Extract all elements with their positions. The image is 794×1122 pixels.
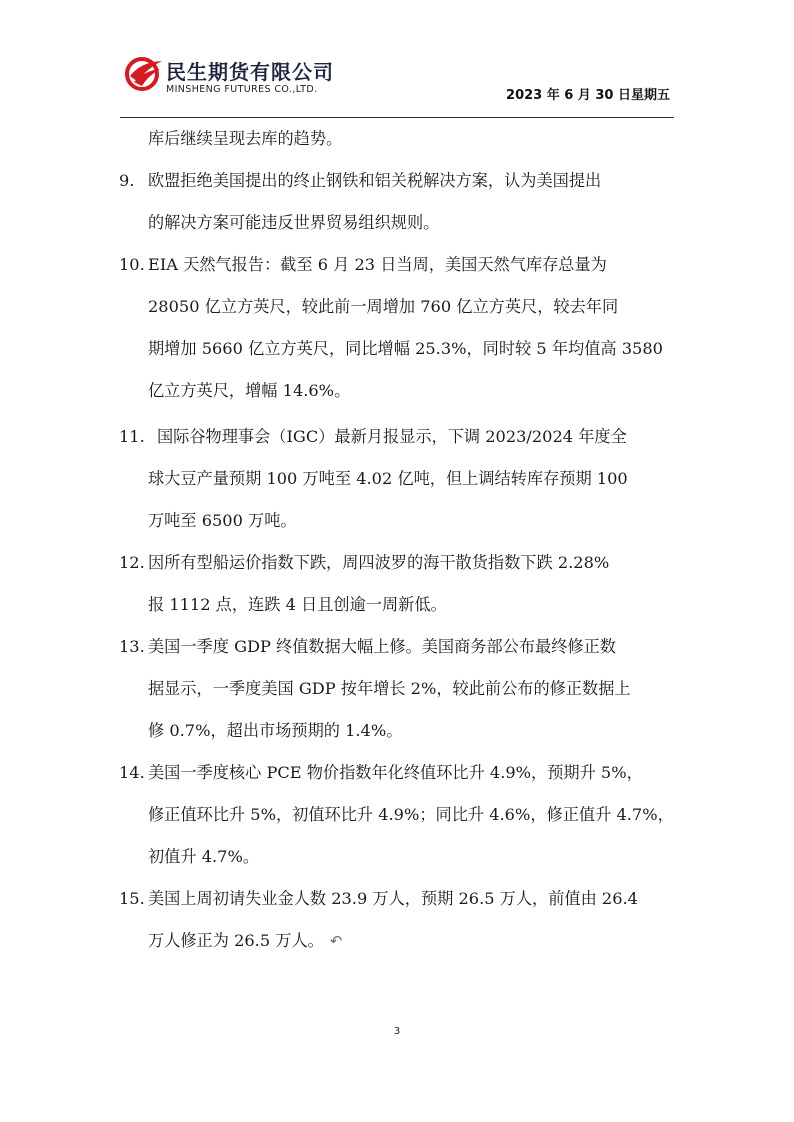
continuation-text: 库后继续呈现去库的趋势。 <box>148 129 343 148</box>
page-header <box>0 0 794 120</box>
company-logo <box>122 52 372 104</box>
list-item-number: 9. <box>119 171 135 190</box>
list-item-text-last: 万人修正为 26.5 万人。 <box>148 931 324 950</box>
list-item-text: 报 1112 点，连跌 4 日且创逾一周新低。 <box>148 595 447 614</box>
page-number: 3 <box>393 1026 401 1037</box>
list-item-text: 修 0.7%，超出市场预期的 1.4%。 <box>148 721 403 740</box>
list-item-text: 28050 亿立方英尺，较此前一周增加 760 亿立方英尺，较去年同 <box>148 297 619 316</box>
return-arrow-icon: ↶ <box>329 932 343 950</box>
list-item-number: 15. <box>119 889 145 908</box>
list-item-text: 期增加 5660 亿立方英尺，同比增幅 25.3%，同时较 5 年均值高 3580 <box>148 339 663 358</box>
list-item-text: EIA 天然气报告：截至 6 月 23 日当周，美国天然气库存总量为 <box>148 255 607 274</box>
list-item-number: 10. <box>119 255 145 274</box>
list-item-text: 的解决方案可能违反世界贸易组织规则。 <box>148 213 440 232</box>
list-item-text: 国际谷物理事会（IGC）最新月报显示，下调 2023/2024 年度全 <box>157 427 627 446</box>
list-item-text: 欧盟拒绝美国提出的终止钢铁和铝关税解决方案，认为美国提出 <box>148 171 602 190</box>
list-item-number: 13. <box>119 637 145 656</box>
logo-english-name: MINSHENG FUTURES CO.,LTD. <box>166 84 318 95</box>
list-item-text: 因所有型船运价指数下跌，周四波罗的海干散货指数下跌 2.28% <box>148 553 610 572</box>
list-item-text <box>148 920 342 962</box>
list-item-text: 美国一季度 GDP 终值数据大幅上修。美国商务部公布最终修正数 <box>148 637 616 656</box>
report-date: 2023 年 6 月 30 日星期五 <box>506 88 670 103</box>
list-item-text: 初值升 4.7%。 <box>148 847 260 866</box>
list-item-text: 美国上周初请失业金人数 23.9 万人，预期 26.5 万人，前值由 26.4 <box>148 889 638 908</box>
list-item-text: 球大豆产量预期 100 万吨至 4.02 亿吨，但上调结转库存预期 100 <box>148 469 628 488</box>
list-item-text: 修正值环比升 5%，初值环比升 4.9%；同比升 4.6%，修正值升 4.7%， <box>148 805 674 824</box>
list-item-text: 据显示，一季度美国 GDP 按年增长 2%，较此前公布的修正数据上 <box>148 679 631 698</box>
list-item-number: 14. <box>119 763 145 782</box>
list-item-text: 美国一季度核心 PCE 物价指数年化终值环比升 4.9%，预期升 5%， <box>148 763 643 782</box>
list-item-text: 万吨至 6500 万吨。 <box>148 511 297 530</box>
list-item-text: 亿立方英尺，增幅 14.6%。 <box>148 381 351 400</box>
list-item-number: 12. <box>119 553 145 572</box>
logo-chinese-name: 民生期货有限公司 <box>166 60 334 84</box>
list-item-number: 11. <box>119 427 145 446</box>
minsheng-logo-icon <box>122 52 166 96</box>
